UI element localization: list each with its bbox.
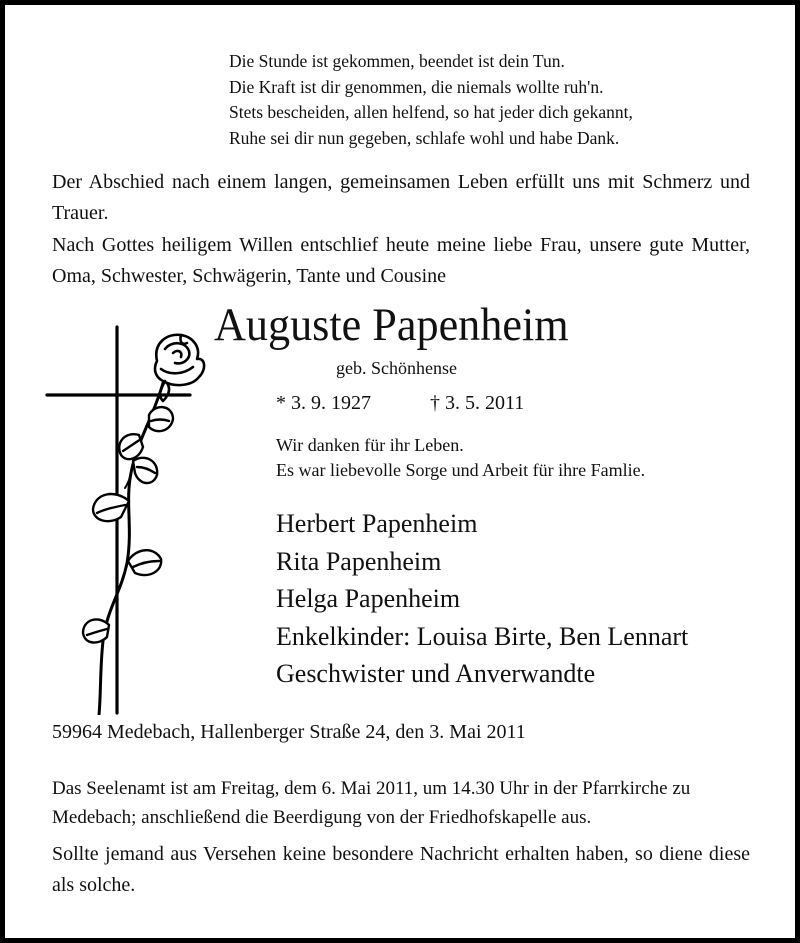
- intro-paragraph-2: Nach Gottes heiligem Willen entschlief heute meine liebe Frau, unsere gute Mutter, Oma, Schwester, Schwägerin, Tante und Cousine: [52, 234, 750, 287]
- deceased-name: Auguste Papenheim: [214, 299, 569, 351]
- mourner: Geschwister und Anverwandte: [276, 659, 596, 688]
- thanks-line: Wir danken für ihr Leben.: [276, 435, 464, 455]
- death-date: † 3. 5. 2011: [430, 392, 525, 414]
- birth-name: geb. Schönhense: [336, 358, 457, 378]
- thanks-text: [276, 433, 645, 483]
- cross-with-rose-icon: [45, 323, 245, 715]
- poem-line: Ruhe sei dir nun gegeben, schlafe wohl und habe Dank.: [229, 127, 620, 148]
- intro-paragraph-1: Der Abschied nach einem langen, gemeinsamen Leben erfüllt uns mit Schmerz und Trauer.: [52, 171, 750, 224]
- service-info: Das Seelenamt ist am Freitag, dem 6. Mai 2011, um 14.30 Uhr in der Pfarrkirche zu Medebach; anschließend die Beerdigung von der Friedhofskapelle aus.: [52, 778, 691, 828]
- mourner: Rita Papenheim: [276, 546, 442, 576]
- notice-text: Sollte jemand aus Versehen keine besondere Nachricht erhalten haben, so diene diese als solche.: [52, 843, 750, 896]
- mourner: Enkelkinder: Louisa Birte, Ben Lennart: [276, 621, 689, 651]
- thanks-line: Es war liebevolle Sorge und Arbeit für ihre Famlie.: [276, 460, 646, 480]
- birth-date: * 3. 9. 1927: [276, 392, 371, 414]
- poem-line: Die Kraft ist dir genommen, die niemals wollte ruh'n.: [229, 76, 604, 97]
- mourner: Helga Papenheim: [276, 584, 461, 613]
- place-and-date: 59964 Medebach, Hallenberger Straße 24, den 3. Mai 2011: [52, 721, 526, 743]
- poem-line: Die Stunde ist gekommen, beendet ist dein Tun.: [229, 51, 565, 71]
- poem: [229, 49, 749, 151]
- mourner: Herbert Papenheim: [276, 509, 478, 538]
- poem-line: Stets bescheiden, allen helfend, so hat jeder dich gekannt,: [229, 102, 633, 122]
- mourners-list: [276, 505, 688, 693]
